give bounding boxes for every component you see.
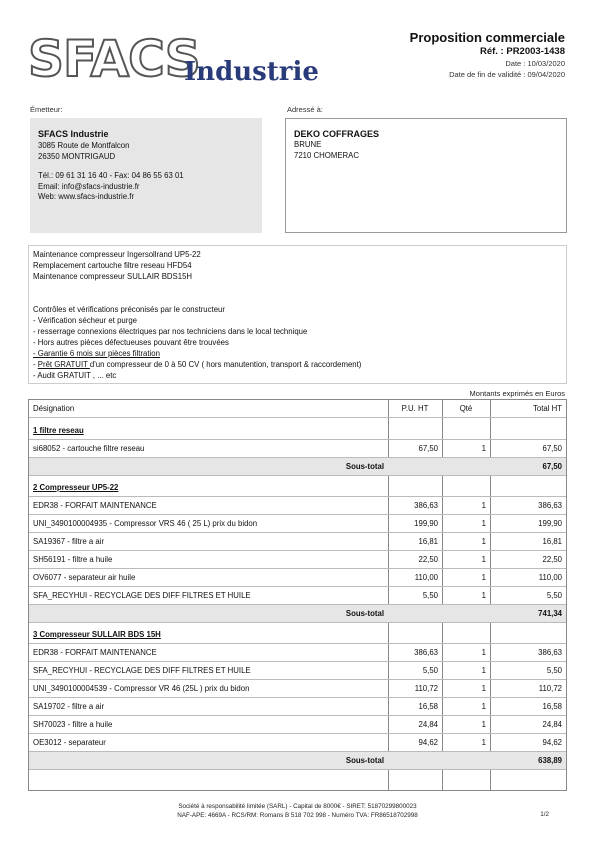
item-quantity: 1 [481,444,486,453]
item-designation: SH56191 - filtre a huile [33,555,113,564]
item-total: 22,50 [542,555,562,564]
empty-cell [442,479,490,496]
empty-cell [388,626,442,643]
table-row [29,515,566,532]
item-quantity: 1 [481,573,486,582]
table-row [29,716,566,733]
item-quantity: 1 [481,591,486,600]
emitter-name: SFACS Industrie [38,129,109,139]
header-divider [29,417,566,418]
item-unit-price: 94,62 [418,738,438,747]
loan-free-label: Prêt GRATUIT [37,360,90,369]
item-quantity: 1 [481,501,486,510]
item-designation: OV6077 - separateur air huile [33,573,136,582]
company-logo [28,30,318,88]
emitter-address-1: 3085 Route de Montfalcon [38,141,130,150]
item-unit-price: 67,50 [418,444,438,453]
item-designation: SA19702 - filtre a air [33,702,105,711]
item-total: 5,50 [546,591,562,600]
logo-suffix: Industrie [184,57,319,87]
section-title-row [29,626,566,643]
empty-cell [388,422,442,439]
empty-cell [388,605,442,622]
description-line: Maintenance compresseur Ingersollrand UP5-22 [33,250,201,259]
item-quantity: 1 [481,537,486,546]
emitter-label: Émetteur: [30,105,63,114]
page-number: 1/2 [540,811,549,818]
item-total: 110,72 [538,684,562,693]
emitter-email: Email: info@sfacs-industrie.fr [38,181,140,191]
item-unit-price: 199,90 [414,519,438,528]
subtotal-value: 67,50 [542,462,562,471]
subtotal-label: Sous-total [345,609,384,618]
empty-cell [388,479,442,496]
row-divider [29,475,566,476]
table-row [29,569,566,586]
audit-line: - Audit GRATUIT , ... etc [33,371,117,380]
recipient-label: Adressé à: [287,105,323,114]
item-designation: EDR38 - FORFAIT MAINTENANCE [33,501,157,510]
header-unit-price: P.U. HT [401,404,429,413]
document-date: Date : 10/03/2020 [505,59,565,68]
table-row [29,497,566,514]
subtotal-label: Sous-total [345,462,384,471]
emitter-address-2: 26350 MONTRIGAUD [38,151,116,161]
item-quantity: 1 [481,666,486,675]
item-quantity: 1 [481,720,486,729]
check-item-warranty: - Garantie 6 mois sur pièces filtration [33,349,160,358]
description-panel [28,245,567,384]
empty-cell [490,422,566,439]
empty-cell [490,479,566,496]
check-item: - Hors autres pièces défectueuses pouvant être trouvées [33,338,229,347]
checks-title: Contrôles et vérifications préconisés par le constructeur [33,305,225,314]
item-unit-price: 16,81 [418,537,438,546]
item-quantity: 1 [481,738,486,747]
item-designation: SFA_RECYHUI - RECYCLAGE DES DIFF FILTRES ET HUILE [33,666,251,675]
empty-cell [388,458,442,475]
item-total: 94,62 [542,738,562,747]
item-total: 16,58 [542,702,562,711]
loan-line [33,359,566,370]
item-quantity: 1 [481,702,486,711]
item-total: 199,90 [538,519,562,528]
emitter-web: Web: www.sfacs-industrie.fr [38,192,135,201]
table-row [29,662,566,679]
item-designation: UNI_3490100004935 - Compressor VRS 46 ( 25 L) prix du bidon [33,519,258,528]
item-total: 386,63 [538,648,562,657]
empty-cell [442,605,490,622]
section-title-row [29,422,566,439]
item-total: 386,63 [538,501,562,510]
item-total: 16,81 [542,537,562,546]
description-line: Remplacement cartouche filtre reseau HFD54 [33,261,192,270]
validity-date: Date de fin de validité : 09/04/2020 [449,70,565,79]
item-designation: SH70023 - filtre a huile [33,720,113,729]
header-total: Total HT [532,404,562,413]
section-title: 2 Compresseur UP5-22 [33,483,119,492]
recipient-panel [285,118,567,233]
item-unit-price: 386,63 [414,648,438,657]
table-header-row [29,400,566,417]
loan-prefix: - [33,360,38,369]
table-row [29,587,566,604]
empty-cell [442,422,490,439]
subtotal-label: Sous-total [345,756,384,765]
item-quantity: 1 [481,519,486,528]
item-total: 67,50 [542,444,562,453]
table-row [29,734,566,751]
recipient-line-2: 7210 CHOMERAC [294,150,359,160]
items-table [28,399,567,791]
subtotal-row [29,752,566,769]
item-designation: si68052 - cartouche filtre reseau [33,444,145,453]
legal-line-1: Société à responsabilité limitée (SARL) - Capital de 8000€ - SIRET: 51870299800023 [178,803,417,810]
item-total: 24,84 [542,720,562,729]
item-unit-price: 110,00 [414,573,438,582]
description-line: Maintenance compresseur SULLAIR BDS15H [33,272,193,281]
table-row [29,533,566,550]
item-unit-price: 24,84 [418,720,438,729]
empty-cell [442,458,490,475]
loan-details: d'un compresseur de 0 à 50 CV ( hors manutention, transport & raccordement) [89,360,362,369]
legal-footer [0,802,595,820]
empty-cell [388,752,442,769]
section-title: 1 filtre reseau [33,426,84,435]
check-item: - resserrage connexions électriques par nos techniciens dans le local technique [33,327,308,336]
logo-brand: SFACS [28,30,200,88]
item-unit-price: 5,50 [422,591,438,600]
item-quantity: 1 [481,648,486,657]
section-title-row [29,479,566,496]
item-designation: SFA_RECYHUI - RECYCLAGE DES DIFF FILTRES ET HUILE [33,591,251,600]
subtotal-value: 741,34 [538,609,562,618]
document-header [410,30,565,80]
emitter-phone: Tél.: 09 61 31 16 40 - Fax: 04 86 55 63 01 [38,171,184,180]
item-quantity: 1 [481,684,486,693]
item-total: 110,00 [538,573,562,582]
currency-note: Montants exprimés en Euros [469,389,565,398]
emitter-panel [30,118,262,233]
empty-cell [442,752,490,769]
header-designation: Désignation [33,404,75,413]
item-designation: UNI_3490100004539 - Compressor VR 46 (25L ) prix du bidon [33,684,250,693]
document-title: Proposition commerciale [409,30,565,45]
item-unit-price: 386,63 [414,501,438,510]
section-title: 3 Compresseur SULLAIR BDS 15H [33,630,161,639]
item-total: 5,50 [546,666,562,675]
row-divider [29,622,566,623]
recipient-line-1: BRUNE [294,140,322,149]
subtotal-row [29,605,566,622]
item-unit-price: 110,72 [414,684,438,693]
item-unit-price: 5,50 [422,666,438,675]
check-item: - Vérification sécheur et purge [33,316,138,325]
item-unit-price: 16,58 [418,702,438,711]
item-designation: EDR38 - FORFAIT MAINTENANCE [33,648,157,657]
subtotal-row [29,458,566,475]
table-row [29,440,566,457]
item-unit-price: 22,50 [418,555,438,564]
empty-cell [490,626,566,643]
item-quantity: 1 [481,555,486,564]
row-divider [29,769,566,770]
recipient-name: DEKO COFFRAGES [294,129,380,139]
item-designation: SA19367 - filtre a air [33,537,105,546]
table-row [29,680,566,697]
item-designation: OE3012 - separateur [33,738,106,747]
empty-cell [442,626,490,643]
header-quantity: Qté [459,404,473,413]
document-reference: Réf. : PR2003-1438 [479,46,565,57]
subtotal-value: 638,89 [538,756,562,765]
table-row [29,551,566,568]
table-row [29,644,566,661]
table-row [29,698,566,715]
legal-line-2: NAF-APE: 4669A - RCS/RM: Romans B 518 702 998 - Numéro TVA: FR86518702998 [177,812,418,819]
